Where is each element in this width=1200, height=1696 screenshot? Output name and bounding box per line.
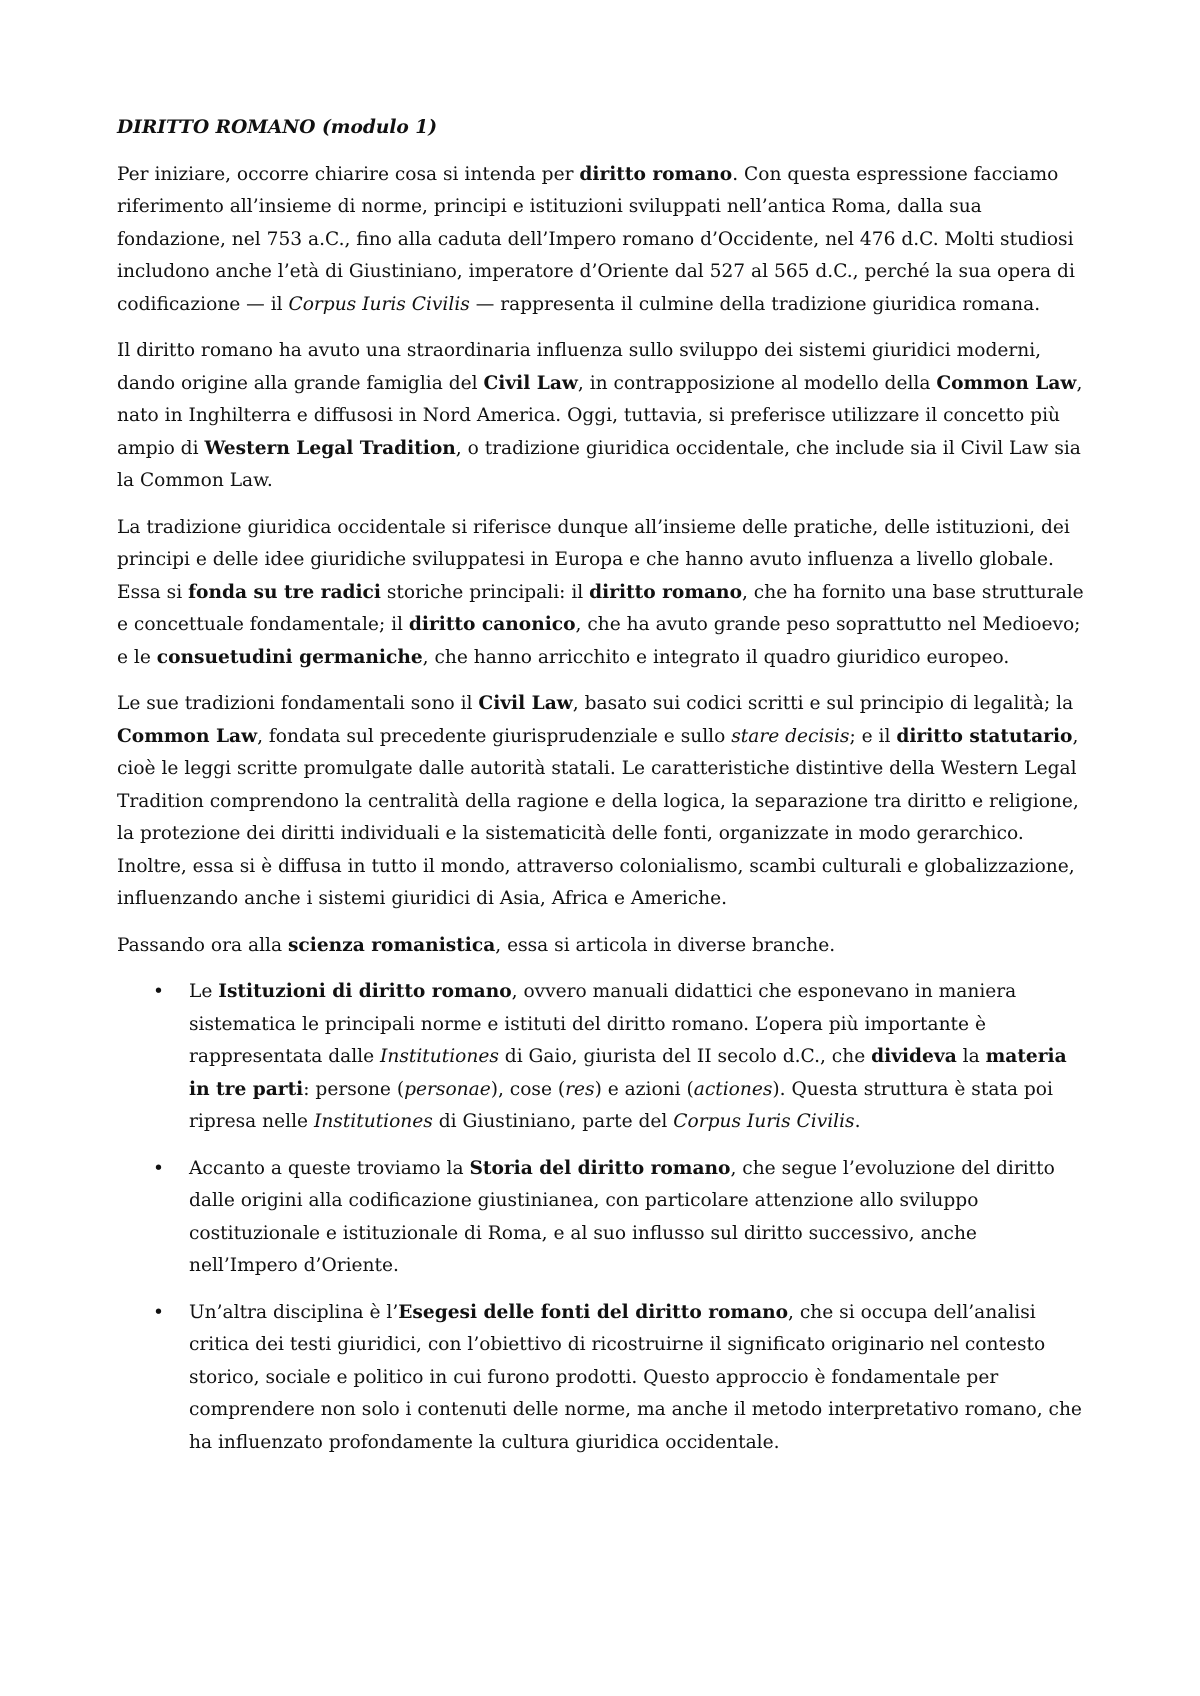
bold-text: Common Law	[936, 372, 1077, 394]
text-run: Le sue tradizioni fondamentali sono il	[117, 693, 479, 714]
text-run: La tradizione giuridica occidentale si riferisce dunque all’insieme delle pratiche, delle istituzioni, dei principi e delle idee giuridiche sviluppatesi in Europa e che hanno avuto influenza a livello globale. Essa si	[117, 516, 1070, 603]
italic-text: stare decisis	[731, 725, 850, 747]
text-run: Passando ora alla	[117, 934, 288, 956]
italic-text: Institutiones	[380, 1046, 499, 1067]
text-run: ), cose (	[490, 1078, 566, 1100]
bold-text: Istituzioni di diritto romano	[218, 981, 512, 1002]
bold-text: consuetudini germaniche	[156, 646, 423, 668]
text-run: Il diritto romano ha avuto una straordinaria influenza sullo sviluppo dei sistemi giuridici moderni, dando origine alla grande famiglia del	[117, 340, 1042, 394]
italic-text: Corpus Iuris Civilis	[288, 293, 470, 315]
text-run: , nato in Inghilterra e diffusosi in Nord America. Oggi, tuttavia, si preferisce utilizzare il concetto più ampio di	[117, 372, 1083, 459]
text-run: ; e il	[849, 725, 897, 747]
bullet-marker: •	[153, 1157, 164, 1179]
paragraph-list	[117, 159, 1090, 963]
text-run: Per iniziare, occorre chiarire cosa si intenda per	[117, 163, 580, 185]
text-run: Un’altra disciplina è l’	[189, 1301, 399, 1323]
text-run: , in contrapposizione al modello della	[577, 372, 937, 394]
text-run: , o tradizione giuridica occidentale, che include sia il Civil Law sia la Common Law.	[117, 437, 1081, 491]
text-run: Le	[189, 981, 219, 1002]
text-run: .	[854, 1111, 861, 1132]
italic-text: res	[565, 1078, 595, 1100]
paragraph	[117, 512, 1090, 675]
text-run: storiche principali: il	[380, 581, 590, 603]
bullet-item	[117, 1153, 1090, 1283]
text-run: , essa si articola in diverse branche.	[495, 934, 836, 956]
bullet-item	[117, 1297, 1090, 1460]
bullet-item	[117, 976, 1090, 1139]
text-run: , che hanno arricchito e integrato il quadro giuridico europeo.	[422, 646, 1010, 668]
text-run: ) e azioni (	[594, 1078, 694, 1100]
bullet-marker: •	[153, 981, 164, 1002]
paragraph	[117, 159, 1090, 322]
text-run: Accanto a queste troviamo la	[189, 1157, 470, 1179]
italic-text: personae	[404, 1078, 491, 1100]
text-run: ). Questa struttura è stata poi ripresa nelle	[189, 1078, 1053, 1132]
bullet-list	[117, 976, 1090, 1459]
bold-text: Civil Law	[483, 372, 578, 394]
bullet-text	[189, 1302, 1082, 1453]
bold-text: Storia del diritto romano	[469, 1157, 731, 1179]
bold-text: scienza romanistica	[287, 934, 496, 956]
text-run: la	[956, 1046, 986, 1067]
text-run: , ovvero manuali didattici che esponevano in maniera sistematica le principali norme e istituti del diritto romano. L’opera più importante è rappresentata dalle	[189, 981, 1017, 1067]
bullet-marker: •	[153, 1301, 164, 1323]
bold-text: diritto canonico	[408, 614, 576, 635]
text-run: , che si occupa dell’analisi critica dei testi giuridici, con l’obiettivo di ricostruirne il significato originario nel contesto storico, sociale e politico in cui furono prodotti. Questo approccio è fondamentale per comprendere non solo i contenuti delle norme, ma anche il metodo interpretativo romano, che ha influenzato profondamente la cultura giuridica occidentale.	[189, 1301, 1082, 1453]
paragraph	[117, 688, 1090, 916]
bold-text: diritto statutario	[896, 725, 1073, 747]
document-title: DIRITTO ROMANO (modulo 1)	[117, 117, 438, 138]
bold-text: fonda su tre radici	[188, 581, 381, 603]
text-run: , fondata sul precedente giurisprudenziale e sullo	[257, 725, 732, 747]
bold-text: diritto romano	[579, 163, 733, 185]
bold-text: diritto romano	[589, 581, 742, 603]
text-run: di Gaio, giurista del II secolo d.C., che	[498, 1046, 872, 1067]
bold-text: materia in tre parti	[189, 1046, 1067, 1100]
bullet-text	[189, 981, 1067, 1132]
bold-text: Common Law	[117, 725, 258, 747]
paragraph	[117, 930, 1090, 963]
text-run: , che ha fornito una base strutturale e concettuale fondamentale; il	[117, 581, 1084, 635]
italic-text: Institutiones	[313, 1111, 433, 1132]
bold-text: Western Legal Tradition	[204, 437, 456, 459]
bold-text: divideva	[871, 1046, 957, 1067]
text-run: — rappresenta il culmine della tradizione giuridica romana.	[469, 293, 1041, 315]
italic-text: Corpus Iuris Civilis	[673, 1111, 855, 1132]
bold-text: Civil Law	[478, 693, 573, 714]
text-run: , che segue l’evoluzione del diritto dalle origini alla codificazione giustinianea, con particolare attenzione allo sviluppo costituzionale e istituzionale di Roma, e al suo influsso sul diritto successivo, anche nell’Impero d’Oriente.	[189, 1157, 1055, 1276]
bold-text: Esegesi delle fonti del diritto romano	[398, 1301, 789, 1323]
paragraph	[117, 335, 1090, 498]
text-run: , basato sui codici scritti e sul principio di legalità; la	[572, 693, 1074, 714]
text-run: , che ha avuto grande peso soprattutto nel Medioevo; e le	[117, 614, 1081, 668]
text-run: . Con questa espressione facciamo riferimento all’insieme di norme, principi e istituzioni sviluppati nell’antica Roma, dalla sua fondazione, nel 753 a.C., fino alla caduta dell’Impero romano d’Occidente, nel 476 d.C. Molti studiosi includono anche l’età di Giustiniano, imperatore d’Oriente dal 527 al 565 d.C., perché la sua opera di codificazione — il	[117, 163, 1075, 315]
text-run: di Giustiniano, parte del	[432, 1111, 674, 1132]
italic-text: actiones	[693, 1078, 773, 1100]
text-run: , cioè le leggi scritte promulgate dalle autorità statali. Le caratteristiche distintive della Western Legal Tradition comprendono la centralità della ragione e della logica, la separazione tra diritto e religione, la protezione dei diritti individuali e la sistematicità delle fonti, organizzate in modo gerarchico. Inoltre, essa si è diffusa in tutto il mondo, attraverso colonialismo, scambi culturali e globalizzazione, influenzando anche i sistemi giuridici di Asia, Africa e Americhe.	[117, 725, 1079, 909]
text-run: : persone (	[303, 1078, 405, 1100]
bullet-text	[189, 1158, 1055, 1277]
